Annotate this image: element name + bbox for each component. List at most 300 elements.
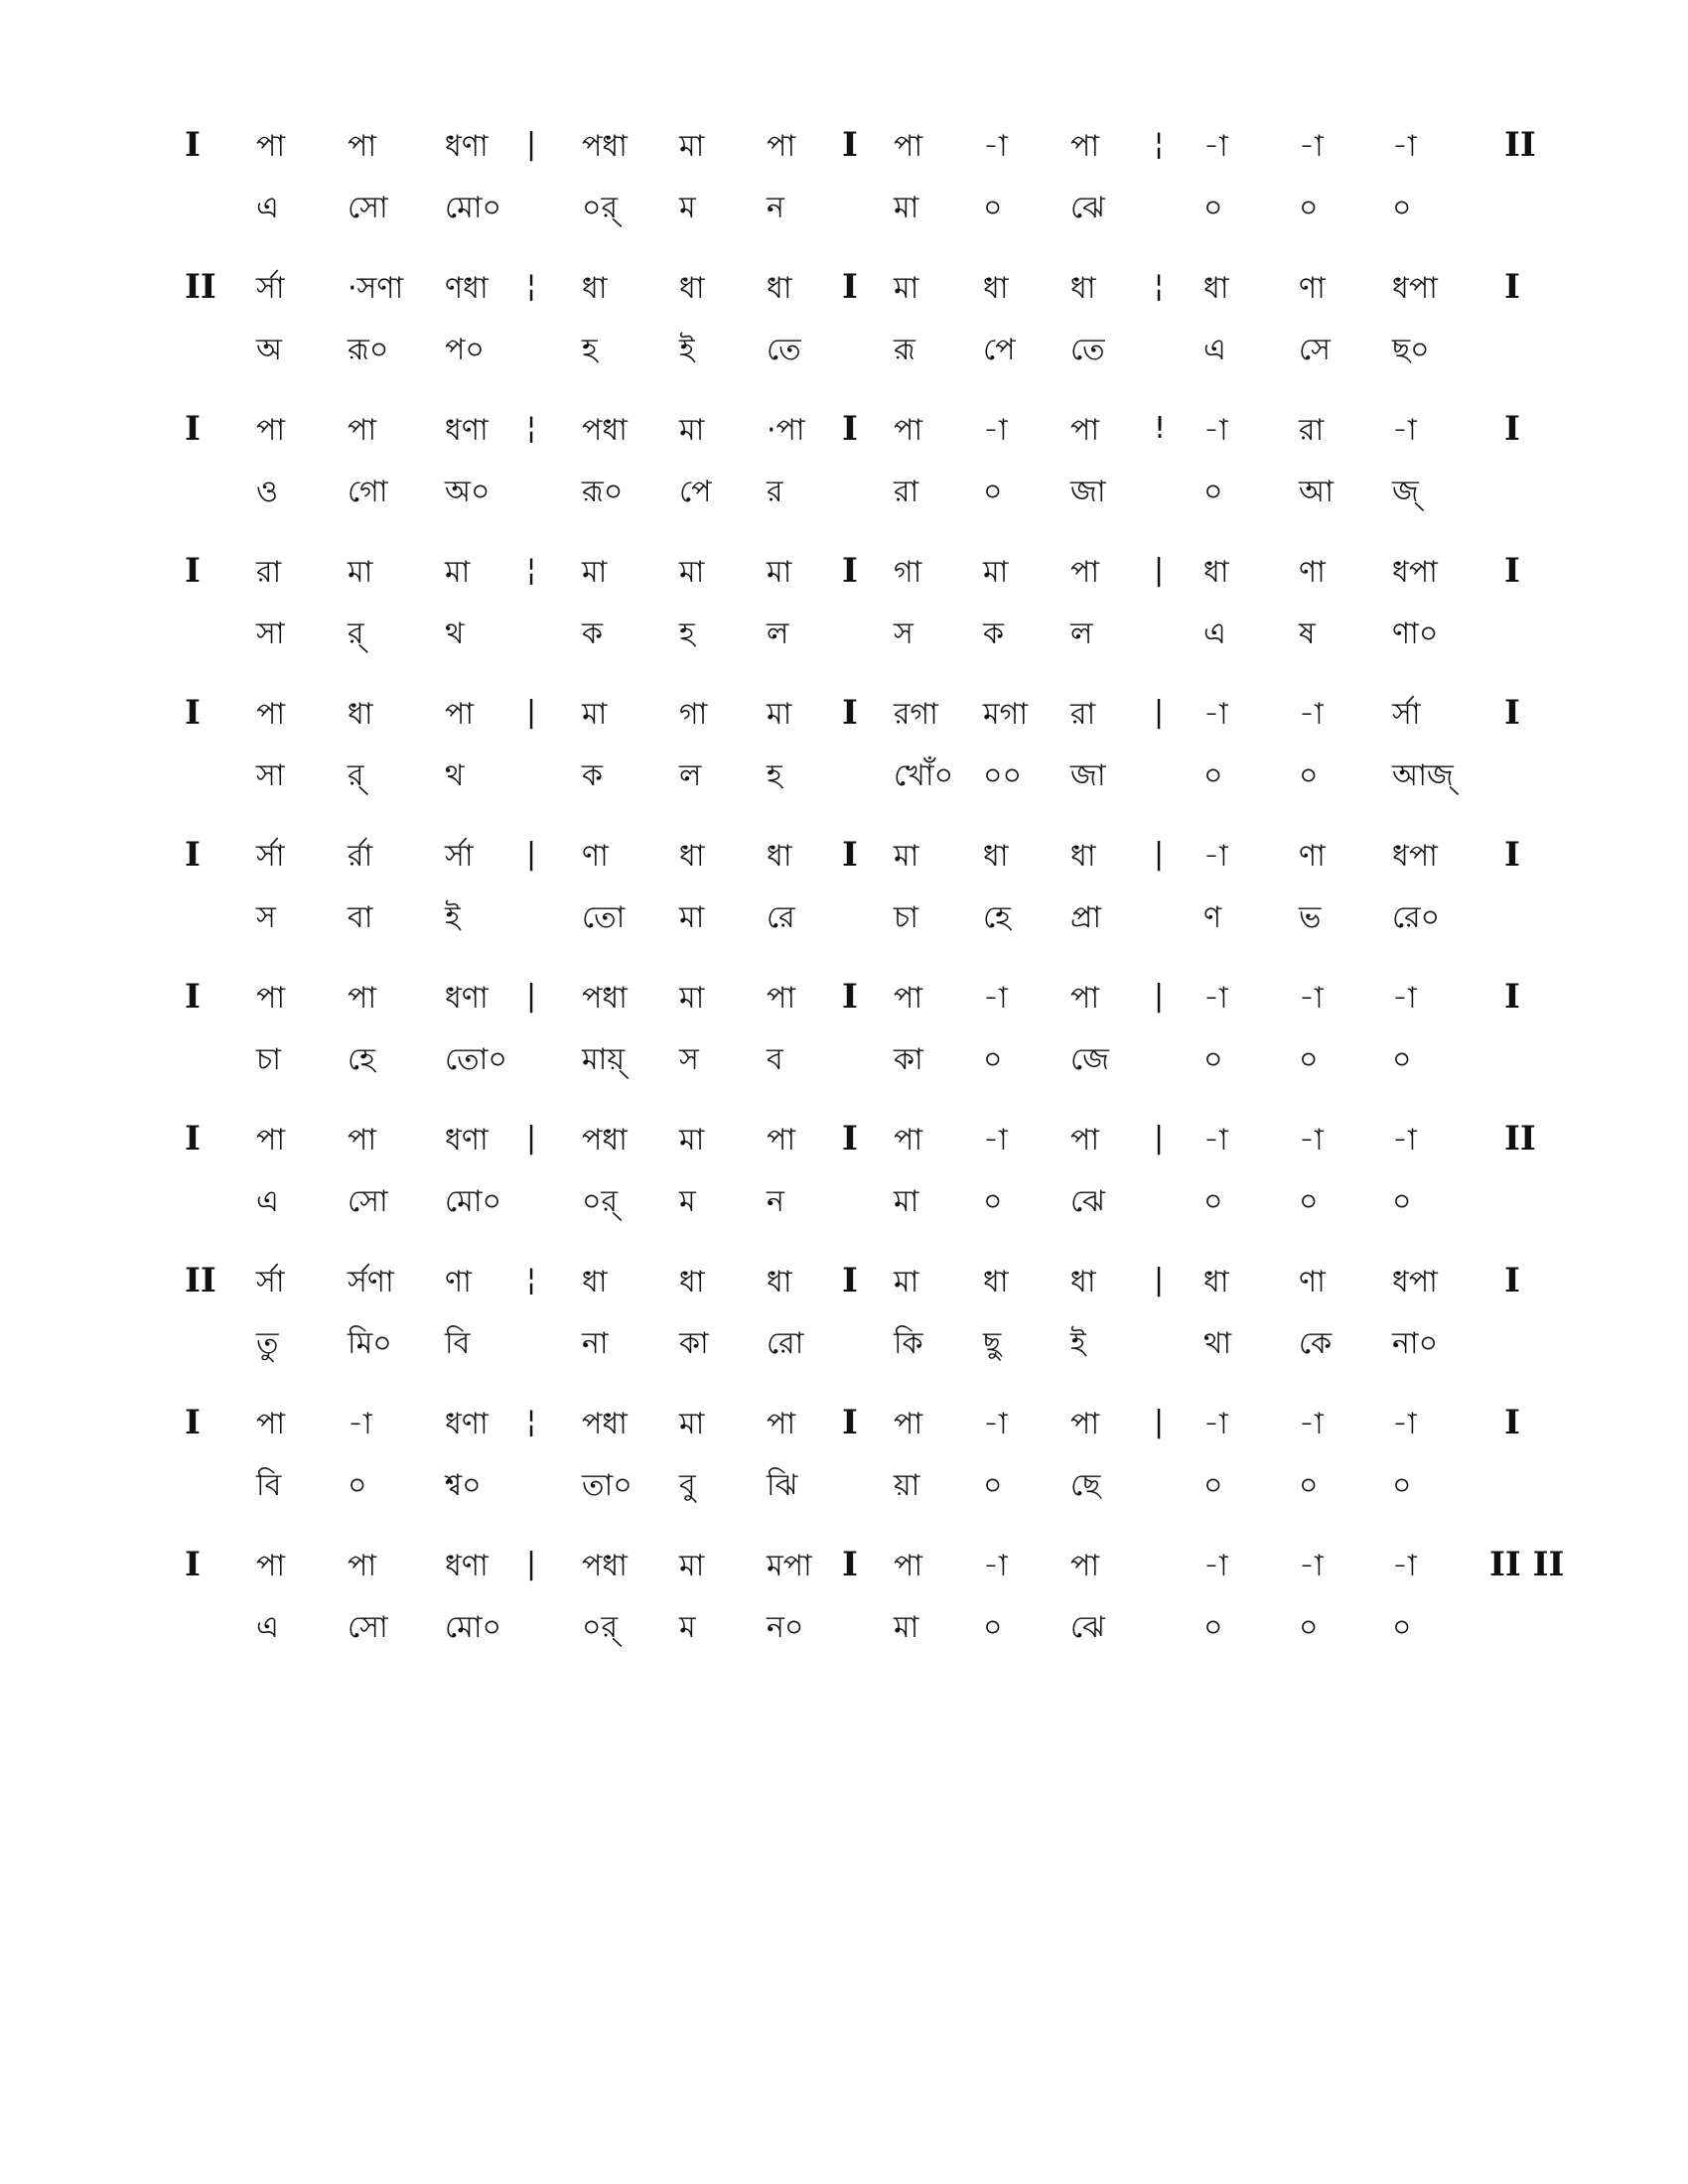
swara-note: পধা <box>582 413 628 448</box>
swara-note: রা <box>256 555 282 590</box>
lyric-syllable: পে <box>679 475 712 509</box>
note-line <box>0 977 1688 1021</box>
swara-note: ধণা <box>445 981 489 1016</box>
swara-note: ·পা <box>767 413 805 448</box>
lyric-syllable: মা <box>894 1184 919 1219</box>
swara-note: পা <box>256 413 286 448</box>
lyric-syllable: ই <box>1070 1326 1086 1361</box>
swara-note: র্সণা <box>348 1265 394 1299</box>
note-line <box>0 1119 1688 1162</box>
notation-row <box>0 125 1688 254</box>
lyric-syllable: র <box>767 475 783 509</box>
lyric-line <box>0 613 1688 656</box>
lyric-syllable: ০ <box>1392 191 1412 225</box>
lyric-syllable: তো <box>582 900 626 935</box>
measure-divider: ¦ <box>1154 269 1165 304</box>
lyric-syllable: ন <box>767 191 784 225</box>
swara-note: -া <box>983 129 1008 164</box>
swara-note: মা <box>894 839 919 874</box>
lyric-syllable: সো <box>348 191 388 225</box>
swara-note: -া <box>1203 1549 1228 1583</box>
swara-note: পা <box>767 1123 796 1158</box>
lyric-line <box>0 1038 1688 1082</box>
lyric-syllable: ম <box>679 1610 696 1645</box>
section-bar: I <box>842 1119 858 1159</box>
swara-note: -া <box>983 1407 1008 1441</box>
lyric-syllable: মায়্ <box>582 1042 626 1077</box>
swara-note: -া <box>1392 1123 1417 1158</box>
section-bar: II <box>1504 125 1536 165</box>
swara-note: ধা <box>983 271 1009 306</box>
section-bar: I <box>842 693 858 733</box>
notation-row <box>0 1545 1688 1674</box>
swara-note: মা <box>679 1549 705 1583</box>
lyric-syllable: সে <box>1299 333 1331 367</box>
swara-note: পা <box>894 129 923 164</box>
lyric-syllable: বি <box>256 1468 282 1503</box>
swara-note: পা <box>767 129 796 164</box>
lyric-syllable: রূ০ <box>348 333 389 367</box>
lyric-syllable: ০ <box>983 1468 1003 1503</box>
swara-note: -া <box>348 1407 372 1441</box>
section-bar: I <box>185 409 201 449</box>
lyric-syllable: ০ <box>983 475 1003 509</box>
swara-note: পা <box>348 1549 377 1583</box>
lyric-line <box>0 896 1688 940</box>
lyric-syllable: ছু <box>983 1326 1002 1361</box>
lyric-syllable: ০ <box>1299 1184 1319 1219</box>
section-bar: II II <box>1489 1545 1565 1584</box>
swara-note: -া <box>1299 1123 1324 1158</box>
lyric-line <box>0 1464 1688 1508</box>
lyric-syllable: তো০ <box>445 1042 507 1077</box>
swara-note: ণধা <box>445 271 489 306</box>
section-bar: I <box>185 1545 201 1584</box>
measure-divider: ¦ <box>526 1263 537 1297</box>
swara-note: ধণা <box>445 413 489 448</box>
section-bar: I <box>842 551 858 591</box>
lyric-syllable: এ <box>256 1184 279 1219</box>
lyric-line <box>0 187 1688 230</box>
lyric-syllable: মা <box>894 1610 919 1645</box>
swara-note: ধা <box>582 1265 608 1299</box>
swara-note: মা <box>679 413 705 448</box>
swara-note: -া <box>1299 129 1324 164</box>
swara-note: পা <box>1070 1407 1100 1441</box>
lyric-syllable: স <box>679 1042 699 1077</box>
lyric-syllable: ০ <box>1203 1468 1223 1503</box>
lyric-syllable: চা <box>256 1042 281 1077</box>
lyric-syllable: ০ <box>1203 758 1223 793</box>
swara-note: -া <box>1203 413 1228 448</box>
measure-divider: ¦ <box>526 553 537 588</box>
lyric-syllable: ০ <box>1203 191 1223 225</box>
section-bar: I <box>185 1403 201 1442</box>
swara-note: র্সা <box>1392 697 1421 732</box>
swara-note: -া <box>1392 129 1417 164</box>
swara-note: ণা <box>445 1265 472 1299</box>
lyric-syllable: ষ <box>1299 616 1316 651</box>
swara-note: -া <box>1299 1407 1324 1441</box>
lyric-syllable: ০ <box>1299 1042 1319 1077</box>
notation-row <box>0 409 1688 538</box>
swara-note: -া <box>1392 981 1417 1016</box>
section-bar: I <box>842 1545 858 1584</box>
swara-note: ণা <box>1299 839 1326 874</box>
lyric-syllable: ঝে <box>1070 1610 1105 1645</box>
lyric-syllable: মা <box>679 900 705 935</box>
swara-note: ধা <box>348 697 373 732</box>
section-bar: I <box>842 1403 858 1442</box>
lyric-syllable: ঝে <box>1070 1184 1105 1219</box>
section-bar: I <box>1504 409 1520 449</box>
swara-note: -া <box>1203 981 1228 1016</box>
swara-note: মা <box>894 1265 919 1299</box>
swara-note: পা <box>1070 1549 1100 1583</box>
measure-divider: | <box>1154 979 1165 1014</box>
lyric-line <box>0 754 1688 798</box>
swara-note: মা <box>582 555 608 590</box>
swara-note: পা <box>1070 555 1100 590</box>
swara-note: -া <box>1203 1407 1228 1441</box>
swara-note: পা <box>894 1549 923 1583</box>
lyric-syllable: হে <box>348 1042 375 1077</box>
swara-note: ধপা <box>1392 555 1438 590</box>
swara-note: পা <box>1070 981 1100 1016</box>
lyric-syllable: ০ <box>1392 1610 1412 1645</box>
lyric-syllable: ভ <box>1299 900 1322 935</box>
section-bar: I <box>185 693 201 733</box>
measure-divider: | <box>526 127 537 162</box>
lyric-syllable: সো <box>348 1184 388 1219</box>
swara-note: র্সা <box>445 839 474 874</box>
measure-divider: | <box>1154 837 1165 872</box>
lyric-syllable: ০ <box>1299 1468 1319 1503</box>
notation-row <box>0 1119 1688 1248</box>
lyric-line <box>0 1606 1688 1650</box>
swara-note: পা <box>894 981 923 1016</box>
lyric-syllable: থ <box>445 616 465 651</box>
swara-note: ধপা <box>1392 1265 1438 1299</box>
lyric-syllable: হ <box>767 758 782 793</box>
note-line <box>0 1545 1688 1588</box>
lyric-syllable: কি <box>894 1326 923 1361</box>
lyric-syllable: ক <box>582 616 603 651</box>
swara-note: মা <box>679 555 705 590</box>
lyric-syllable: ০ <box>1299 758 1319 793</box>
swara-note: মা <box>582 697 608 732</box>
swara-note: পা <box>256 1549 286 1583</box>
lyric-syllable: ০ <box>1203 475 1223 509</box>
lyric-syllable: ০ <box>983 1184 1003 1219</box>
swara-note: ণা <box>1299 271 1326 306</box>
swara-note: ধা <box>767 1265 792 1299</box>
lyric-syllable: ম <box>679 1184 696 1219</box>
swara-note: ধা <box>767 839 792 874</box>
swara-note: ধণা <box>445 1123 489 1158</box>
swara-note: ধা <box>582 271 608 306</box>
lyric-syllable: প০ <box>445 333 485 367</box>
swara-note: ধা <box>1070 271 1096 306</box>
swara-note: -া <box>983 413 1008 448</box>
lyric-syllable: ণা০ <box>1392 616 1439 651</box>
measure-divider: | <box>526 695 537 730</box>
lyric-syllable: ০ <box>1392 1468 1412 1503</box>
lyric-syllable: জা <box>1070 475 1106 509</box>
notation-row <box>0 1403 1688 1532</box>
measure-divider: | <box>1154 1121 1165 1156</box>
swara-note: ধা <box>1203 271 1229 306</box>
lyric-line <box>0 329 1688 372</box>
lyric-syllable: ই <box>679 333 695 367</box>
swara-note: ধপা <box>1392 271 1438 306</box>
swara-note: ধা <box>1070 839 1096 874</box>
lyric-syllable: ০র্ <box>582 191 619 225</box>
swara-note: পধা <box>582 1549 628 1583</box>
swara-note: -া <box>1299 697 1324 732</box>
measure-divider: | <box>1154 695 1165 730</box>
swara-note: ণা <box>1299 555 1326 590</box>
swara-note: পা <box>894 1123 923 1158</box>
lyric-syllable: মা <box>894 191 919 225</box>
swara-note: -া <box>1392 413 1417 448</box>
measure-divider: ¦ <box>526 1405 537 1439</box>
swara-note: ধা <box>679 271 705 306</box>
lyric-syllable: জা <box>1070 758 1106 793</box>
swara-note: ধপা <box>1392 839 1438 874</box>
lyric-syllable: বা <box>348 900 373 935</box>
lyric-syllable: সা <box>256 758 285 793</box>
swara-note: পা <box>348 981 377 1016</box>
lyric-syllable: ল <box>767 616 789 651</box>
lyric-syllable: সা <box>256 616 285 651</box>
swara-note: -া <box>983 1123 1008 1158</box>
swara-note: -া <box>983 981 1008 1016</box>
swara-note: -া <box>1392 1549 1417 1583</box>
lyric-syllable: ন০ <box>767 1610 804 1645</box>
notation-row <box>0 551 1688 680</box>
section-bar: II <box>185 267 216 307</box>
lyric-syllable: ০ <box>1203 1042 1223 1077</box>
lyric-syllable: ক <box>582 758 603 793</box>
lyric-syllable: জ্ <box>1392 475 1419 509</box>
lyric-line <box>0 1322 1688 1366</box>
lyric-syllable: ০র্ <box>582 1184 619 1219</box>
swara-note: মা <box>767 555 792 590</box>
measure-divider: ¦ <box>526 269 537 304</box>
swara-note: ধা <box>679 1265 705 1299</box>
lyric-syllable: শ্ব০ <box>445 1468 482 1503</box>
lyric-syllable: ০ <box>348 1468 367 1503</box>
section-bar: I <box>185 551 201 591</box>
swara-note: মা <box>445 555 471 590</box>
lyric-syllable: জে <box>1070 1042 1110 1077</box>
lyric-syllable: তে <box>767 333 801 367</box>
swara-note: পা <box>894 413 923 448</box>
measure-divider: ! <box>1154 411 1167 446</box>
swara-note: -া <box>1299 981 1324 1016</box>
lyric-syllable: স <box>894 616 914 651</box>
lyric-syllable: মো০ <box>445 1184 502 1219</box>
lyric-syllable: বি <box>445 1326 471 1361</box>
swara-note: মা <box>767 697 792 732</box>
section-bar: I <box>842 409 858 449</box>
swara-note: -া <box>1203 697 1228 732</box>
lyric-syllable: অ০ <box>445 475 491 509</box>
lyric-syllable: ক <box>983 616 1004 651</box>
section-bar: II <box>185 1261 216 1300</box>
swara-note: পা <box>1070 129 1100 164</box>
swara-note: র্সা <box>256 271 285 306</box>
section-bar: I <box>1504 977 1520 1017</box>
swara-note: পা <box>256 697 286 732</box>
swara-note: ধা <box>679 839 705 874</box>
lyric-syllable: গো <box>348 475 388 509</box>
section-bar: I <box>1504 1261 1520 1300</box>
swara-note: মা <box>983 555 1009 590</box>
lyric-syllable: তা০ <box>582 1468 633 1503</box>
swara-note: ধা <box>1070 1265 1096 1299</box>
swara-note: ণা <box>582 839 609 874</box>
notation-row <box>0 693 1688 822</box>
notation-row <box>0 267 1688 396</box>
measure-divider: | <box>1154 1263 1165 1297</box>
lyric-syllable: চা <box>894 900 918 935</box>
swara-note: -া <box>983 1549 1008 1583</box>
swara-note: মা <box>679 1123 705 1158</box>
lyric-syllable: য়া <box>894 1468 920 1503</box>
swara-note: পা <box>256 981 286 1016</box>
lyric-syllable: আজ্ <box>1392 758 1454 793</box>
lyric-syllable: ই <box>445 900 461 935</box>
notation-row <box>0 977 1688 1106</box>
measure-divider: ¦ <box>526 411 537 446</box>
swara-note: পা <box>1070 413 1100 448</box>
swara-note: মগা <box>983 697 1029 732</box>
section-bar: I <box>842 977 858 1017</box>
lyric-syllable: এ <box>256 1610 279 1645</box>
lyric-syllable: কা <box>894 1042 923 1077</box>
swara-note: মা <box>894 271 919 306</box>
measure-divider: | <box>1154 553 1165 588</box>
swara-note: ধা <box>983 1265 1009 1299</box>
lyric-syllable: এ <box>1203 616 1226 651</box>
swara-note: পা <box>1070 1123 1100 1158</box>
measure-divider: | <box>1154 1405 1165 1439</box>
swara-note: পা <box>445 697 475 732</box>
lyric-syllable: থা <box>1203 1326 1232 1361</box>
swara-note: ধণা <box>445 1407 489 1441</box>
section-bar: I <box>185 977 201 1017</box>
measure-divider: ¦ <box>1154 127 1165 162</box>
note-line <box>0 835 1688 879</box>
lyric-syllable: ০ <box>1203 1184 1223 1219</box>
swara-note: পা <box>256 1407 286 1441</box>
lyric-syllable: বু <box>679 1468 696 1503</box>
swara-note: পা <box>894 1407 923 1441</box>
swara-note: ণা <box>1299 1265 1326 1299</box>
notation-row <box>0 835 1688 964</box>
section-bar: I <box>842 125 858 165</box>
section-bar: I <box>185 125 201 165</box>
section-bar: I <box>1504 835 1520 875</box>
lyric-syllable: মি০ <box>348 1326 392 1361</box>
lyric-syllable: কা <box>679 1326 709 1361</box>
section-bar: I <box>1504 551 1520 591</box>
swara-note: পধা <box>582 129 628 164</box>
swara-note: মা <box>679 1407 705 1441</box>
lyric-syllable: তে <box>1070 333 1105 367</box>
lyric-syllable: না <box>582 1326 609 1361</box>
lyric-syllable: ০০ <box>983 758 1023 793</box>
lyric-syllable: ম <box>679 191 696 225</box>
lyric-syllable: রো <box>767 1326 804 1361</box>
section-bar: I <box>1504 693 1520 733</box>
swara-note: রা <box>1299 413 1325 448</box>
swara-note: -া <box>1203 1123 1228 1158</box>
swara-note: -া <box>1203 839 1228 874</box>
swara-note: পা <box>256 1123 286 1158</box>
lyric-syllable: স <box>256 900 276 935</box>
lyric-syllable: ঝি <box>767 1468 798 1503</box>
swara-note: মপা <box>767 1549 812 1583</box>
measure-divider: | <box>526 1121 537 1156</box>
lyric-syllable: রা <box>894 475 919 509</box>
lyric-syllable: এ <box>256 191 279 225</box>
section-bar: I <box>1504 267 1520 307</box>
lyric-syllable: রে০ <box>1392 900 1441 935</box>
swara-note: রগা <box>894 697 938 732</box>
lyric-syllable: থ <box>445 758 465 793</box>
section-bar: I <box>842 835 858 875</box>
lyric-syllable: ল <box>679 758 702 793</box>
note-line <box>0 1403 1688 1446</box>
section-bar: I <box>185 1119 201 1159</box>
swara-note: গা <box>894 555 922 590</box>
lyric-syllable: রূ০ <box>582 475 624 509</box>
note-line <box>0 551 1688 595</box>
swara-note: ধা <box>1203 555 1229 590</box>
swara-note: র্সা <box>256 839 285 874</box>
lyric-syllable: মো০ <box>445 1610 502 1645</box>
swara-note: পধা <box>582 981 628 1016</box>
swara-note: ধণা <box>445 129 489 164</box>
lyric-syllable: না০ <box>1392 1326 1439 1361</box>
lyric-syllable: ০ <box>1299 191 1319 225</box>
swara-note: পা <box>348 1123 377 1158</box>
swara-note: গা <box>679 697 708 732</box>
lyric-syllable: ছ০ <box>1392 333 1430 367</box>
swara-note: পা <box>348 129 377 164</box>
swara-note: মা <box>348 555 373 590</box>
section-bar: I <box>1504 1403 1520 1442</box>
section-bar: II <box>1504 1119 1536 1159</box>
swara-note: -া <box>1392 1407 1417 1441</box>
section-bar: I <box>185 835 201 875</box>
lyric-syllable: ছে <box>1070 1468 1101 1503</box>
swara-note: পা <box>767 981 796 1016</box>
lyric-syllable: পে <box>983 333 1016 367</box>
lyric-syllable: ০র্ <box>582 1610 619 1645</box>
swara-note: -া <box>1299 1549 1324 1583</box>
swara-note: ধা <box>767 271 792 306</box>
lyric-syllable: র্ <box>348 616 364 651</box>
lyric-syllable: ০ <box>983 1610 1003 1645</box>
swara-note: পধা <box>582 1123 628 1158</box>
notation-row <box>0 1261 1688 1390</box>
note-line <box>0 1261 1688 1304</box>
swara-note: ধা <box>983 839 1009 874</box>
